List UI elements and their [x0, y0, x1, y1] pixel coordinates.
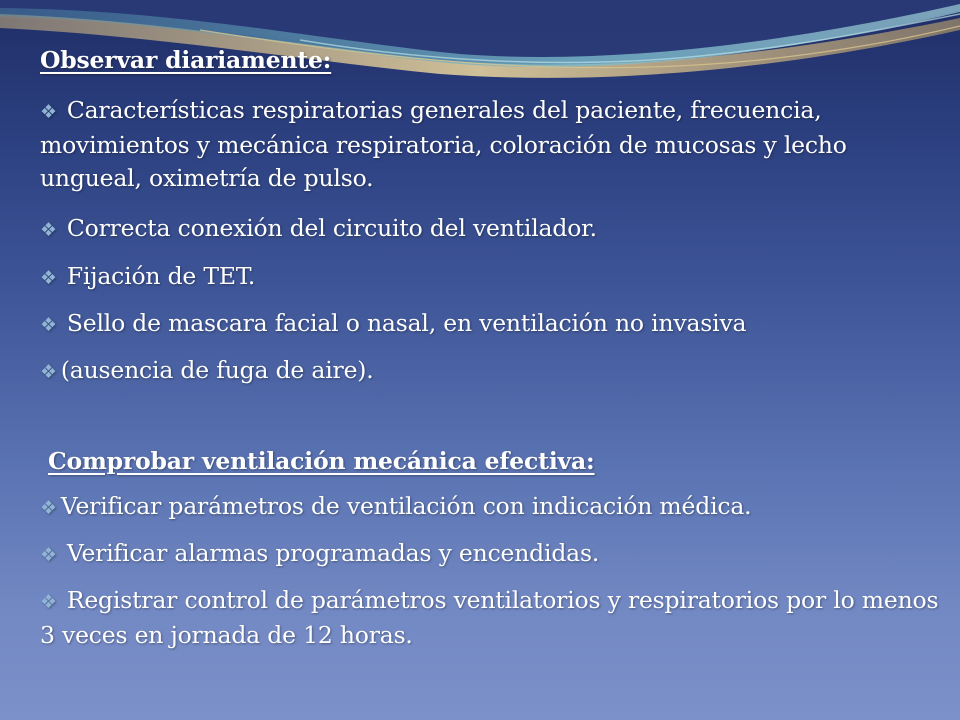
- list-item-text: Sello de mascara facial o nasal, en ventilación no invasiva: [66, 309, 747, 337]
- list-item-text: (ausencia de fuga de aire).: [60, 356, 374, 384]
- list-item-verificar-alarmas: [40, 537, 945, 572]
- list-item-text: Correcta conexión del circuito del ventilador.: [66, 214, 597, 242]
- list-item-ausencia-fuga: [40, 354, 945, 389]
- diamond-bullet-icon: ❖: [40, 544, 57, 566]
- diamond-bullet-icon: ❖: [40, 219, 57, 241]
- list-item-registrar-control: [40, 584, 945, 652]
- diamond-bullet-icon: ❖: [40, 361, 57, 383]
- diamond-bullet-icon: ❖: [40, 314, 57, 336]
- list-item-fijacion: [40, 260, 945, 295]
- list-item-caracteristicas: [40, 94, 945, 195]
- heading-comprobar-ventilacion: Comprobar ventilación mecánica efectiva:: [48, 447, 595, 475]
- diamond-bullet-icon: ❖: [40, 497, 57, 519]
- list-item-text: Verificar parámetros de ventilación con indicación médica.: [60, 492, 752, 520]
- list-item-verificar-parametros: [40, 490, 945, 525]
- diamond-bullet-icon: ❖: [40, 591, 57, 613]
- list-item-text: Verificar alarmas programadas y encendidas.: [66, 539, 600, 567]
- list-item-text: Fijación de TET.: [66, 262, 256, 290]
- list-item-sello: [40, 307, 945, 342]
- list-item-conexion: [40, 212, 945, 247]
- diamond-bullet-icon: ❖: [40, 267, 57, 289]
- diamond-bullet-icon: ❖: [40, 101, 57, 123]
- heading-observar-diariamente: Observar diariamente:: [40, 46, 332, 74]
- list-item-text: Características respiratorias generales del paciente, frecuencia, movimientos y mecánica respiratoria, coloración de mucosas y lecho ungueal, oximetría de pulso.: [40, 96, 847, 192]
- list-item-text: Registrar control de parámetros ventilatorios y respiratorios por lo menos 3 veces en jornada de 12 horas.: [40, 586, 939, 649]
